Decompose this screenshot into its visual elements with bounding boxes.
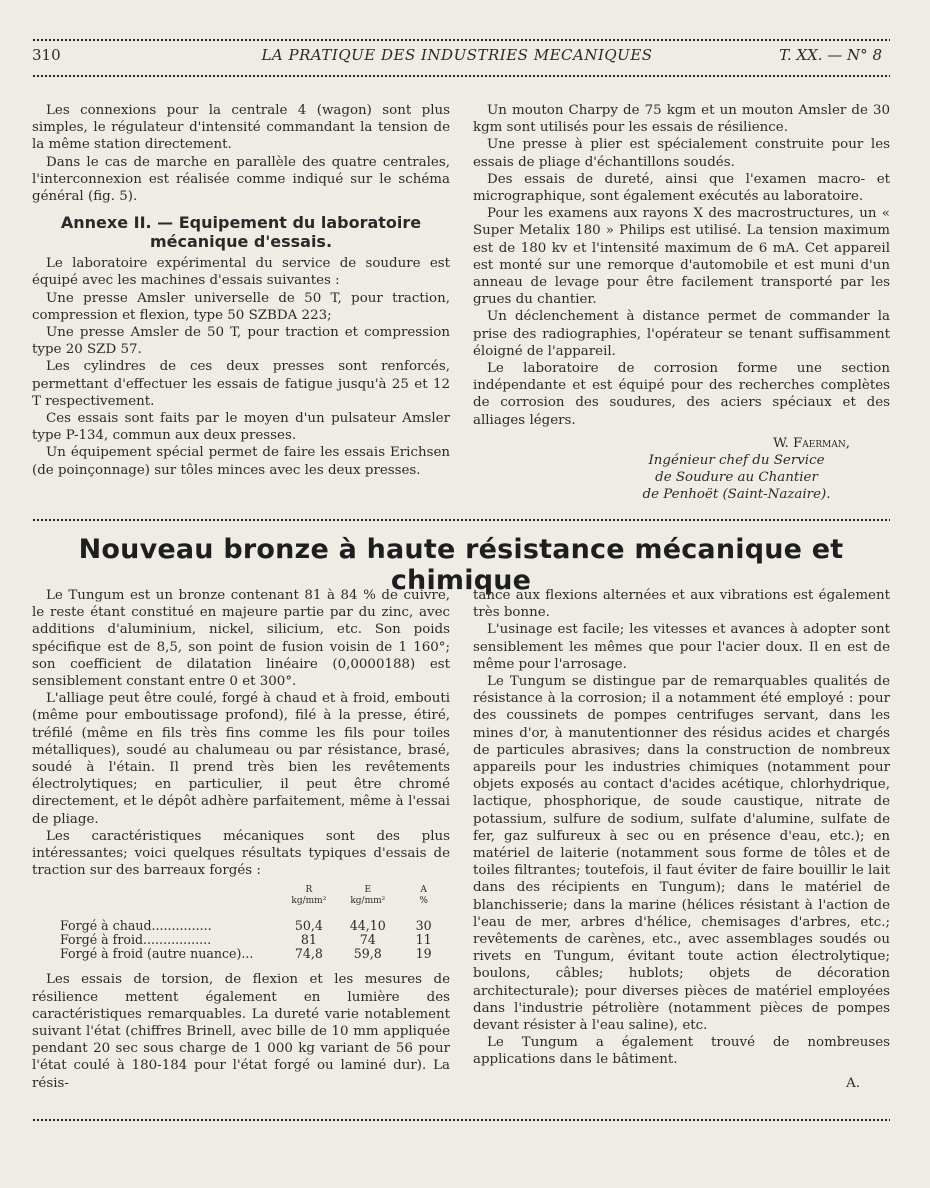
author-role: Ingénieur chef du Service xyxy=(648,453,825,469)
author-name: W. Faerman, xyxy=(773,435,850,451)
article1-left-column xyxy=(32,102,450,479)
article1-right-column xyxy=(473,102,890,504)
paragraph: Le Tungum est un bronze contenant 81 à 84 % de cuivre, le reste étant constitué en majeure partie par du zinc, avec additions d'aluminium, nickel, silicium, etc. Son poids spécifique est de 8,5, son point de fusion voisin de 1 160°; son coefficient de dilatation linéaire (0,0000188) est sensiblement constant entre 0 et 300°. xyxy=(32,588,450,690)
column-header: R kg/mm² xyxy=(291,885,327,907)
journal-title: LA PRATIQUE DES INDUSTRIES MECANIQUES xyxy=(261,46,653,64)
paragraph: Le laboratoire expérimental du service de soudure est équipé avec les machines d'essais suivantes : xyxy=(32,256,450,289)
table-row: Forgé à froid................. 81 74 11 xyxy=(54,933,450,947)
article-title: Nouveau bronze à haute résistance mécanique et chimique xyxy=(78,534,844,596)
paragraph: Une presse Amsler universelle de 50 T, pour traction, compression et flexion, type 50 SZBDA 223; xyxy=(32,290,450,323)
author-role: de Soudure au Chantier xyxy=(655,470,818,486)
cell-a: 11 xyxy=(415,932,432,948)
cell-a: 19 xyxy=(415,946,432,962)
top-rule xyxy=(32,38,890,42)
paragraph: Les caractéristiques mécaniques sont des plus intéressantes; voici quelques résultats typiques d'essais de traction sur des barreaux forgés : xyxy=(32,828,450,879)
running-header xyxy=(32,46,882,68)
cell-e: 59,8 xyxy=(353,946,382,962)
page-number: 310 xyxy=(32,46,61,64)
paragraph: Les connexions pour la centrale 4 (wagon) sont plus simples, le régulateur d'intensité commandant la tension de la même station directement. xyxy=(32,103,450,153)
paragraph: Un mouton Charpy de 75 kgm et un mouton Amsler de 30 kgm sont utilisés pour les essais de résilience. xyxy=(473,103,890,136)
paragraph: Pour les examens aux rayons X des macrostructures, un « Super Metalix 180 » Philips est utilisé. La tension maximum est de 180 kv et l'intensité maximum de 6 mA. Cet appareil est monté sur une remorque d'automobile et est muni d'un anneau de levage pour être facilement transporté par les grues du chantier. xyxy=(473,206,890,308)
table-row: Forgé à froid (autre nuance)... 74,8 59,8 19 xyxy=(54,947,450,961)
paragraph: Ces essais sont faits par le moyen d'un pulsateur Amsler type P-134, commun aux deux presses. xyxy=(32,411,450,444)
tensile-results-table xyxy=(54,885,450,961)
paragraph: tance aux flexions alternées et aux vibrations est également très bonne. xyxy=(473,588,890,621)
cell-a: 30 xyxy=(415,918,432,934)
column-header: A % xyxy=(419,885,428,907)
header-rule xyxy=(32,74,890,78)
table-row: Forgé à chaud............... 50,4 44,10 30 xyxy=(54,907,450,933)
paragraph: Le Tungum a également trouvé de nombreuses applications dans le bâtiment. xyxy=(473,1035,890,1068)
paragraph: Le laboratoire de corrosion forme une section indépendante et est équipé pour des recherches complètes de corrosion des soudures, des aciers spéciaux et des alliages légers. xyxy=(473,361,890,428)
article-signature: A. xyxy=(846,1075,860,1091)
author-signature xyxy=(473,435,890,504)
article2-right-column xyxy=(473,587,890,1092)
cell-r: 50,4 xyxy=(294,918,323,934)
cell-e: 44,10 xyxy=(349,918,386,934)
column-header: E kg/mm² xyxy=(350,885,386,907)
paragraph: Les essais de torsion, de flexion et les mesures de résilience mettent également en lumière des caractéristiques remarquables. La dureté varie notablement suivant l'état (chiffres Brinell, avec bille de 10 mm appliquée pendant 20 sec sous charge de 1 000 kg variant de 56 pour l'état coulé à 180-184 pour l'état forgé ou laminé dur). La résis- xyxy=(32,972,450,1091)
annex-title: Annexe II. — Equipement du laboratoire mécanique d'essais. xyxy=(60,213,422,252)
section-rule xyxy=(32,518,890,522)
paragraph: Le Tungum se distingue par de remarquables qualités de résistance à la corrosion; il a notamment été employé : pour des coussinets de pompes centrifuges servant, dans les mines d'or, à manutentionner des résidus acides et chargés de particules abrasives; dans la construction de nombreux appareils pour les industries chimiques (notamment pour objets exposés au contact d'acides acétique, chlorhydrique, lactique, phosphorique, de soude caustique, nitrate de potassium, sulfure de sodium, sulfate d'alumine, sulfate de fer, gaz sulfureux à sec ou en présence d'eau, etc.); en matériel de laiterie (notamment sous forme de tôles et de toiles filtrantes; toutefois, il faut éviter de faire bouillir le lait dans des récipients en Tungum); dans le matériel de blanchisserie; dans la marine (hélices résistant à l'action de l'eau de mer, arbres d'hélice, chemisages d'arbres, etc.; revêtements de carènes, etc., avec assemblages soudés ou rivets en Tungum, évitant toute action électrolytique; boulons, câbles; hublots; objets de décoration architecturale); pour diverses pièces de matériel employées dans l'industrie pétrolière (notamment pièces de pompes devant résister à l'eau saline), etc. xyxy=(473,674,890,1034)
cell-e: 74 xyxy=(359,932,376,948)
paragraph: Des essais de dureté, ainsi que l'examen macro- et micrographique, sont également exécutés au laboratoire. xyxy=(473,171,890,205)
row-label: Forgé à chaud xyxy=(60,918,152,934)
paragraph: L'alliage peut être coulé, forgé à chaud et à froid, embouti (même pour emboutissage profond), filé à la presse, étiré, tréfilé (même en fils très fins comme les fils pour toiles métalliques), soudé au chalumeau ou par résistance, brasé, soudé à l'étain. Il prend très bien les revêtements électrolytiques; en particulier, il peut être chromé directement, et le dépôt adhère parfaitement, même à l'essai de pliage. xyxy=(32,691,450,827)
paragraph: Dans le cas de marche en parallèle des quatre centrales, l'interconnexion est réalisée comme indiqué sur le schéma général (fig. 5). xyxy=(32,154,450,205)
paragraph: Un déclenchement à distance permet de commander la prise des radiographies, l'opérateur se tenant suffisamment éloigné de l'appareil. xyxy=(473,309,890,359)
paragraph: Une presse à plier est spécialement construite pour les essais de pliage d'échantillons soudés. xyxy=(473,137,890,170)
paragraph: Les cylindres de ces deux presses sont renforcés, permettant d'effectuer les essais de fatigue jusqu'à 25 et 12 T respectivement. xyxy=(32,359,450,409)
cell-r: 74,8 xyxy=(294,946,323,962)
paragraph: L'usinage est facile; les vitesses et avances à adopter sont sensiblement les mêmes que pour l'acier doux. Il en est de même pour l'arrosage. xyxy=(473,622,890,672)
article2-left-column xyxy=(32,587,450,1092)
row-label: Forgé à froid (autre nuance) xyxy=(60,946,242,962)
paragraph: Un équipement spécial permet de faire les essais Erichsen (de poinçonnage) sur tôles minces avec les deux presses. xyxy=(32,445,450,478)
author-role: de Penhoët (Saint-Nazaire). xyxy=(642,487,831,503)
table-header-row xyxy=(54,885,450,907)
paragraph: Une presse Amsler de 50 T, pour traction et compression type 20 SZD 57. xyxy=(32,325,450,358)
row-label: Forgé à froid xyxy=(60,932,144,948)
bottom-rule xyxy=(32,1118,890,1122)
cell-r: 81 xyxy=(300,932,317,948)
issue-number: T. XX. — N° 8 xyxy=(779,46,882,64)
